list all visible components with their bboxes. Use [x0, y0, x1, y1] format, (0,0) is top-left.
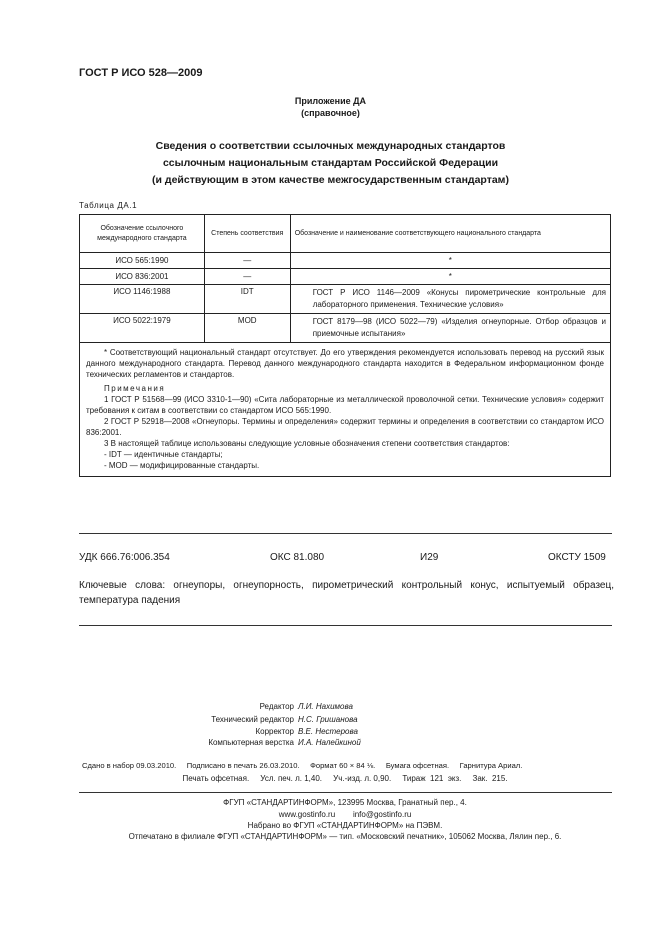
note-1: 1 ГОСТ Р 51568—99 (ИСО 3310-1—90) «Сита лабораторные из металлической проволочной сетки. Технические условия» содержит требования к ситам в соответствии со стандартом ИСО 565:1990. — [86, 395, 604, 415]
cell-national: ГОСТ Р ИСО 1146—2009 «Конусы пирометрические контрольные для лабораторного применения. Технические условия» — [290, 285, 610, 314]
cell-national: ГОСТ 8179—98 (ИСО 5022—79) «Изделия огнеупорные. Отбор образцов и приемочные испытания» — [290, 314, 610, 343]
cell-degree: IDT — [204, 285, 290, 314]
publisher-line1: ФГУП «СТАНДАРТИНФОРМ», 123995 Москва, Гранатный пер., 4. — [223, 798, 467, 807]
cell-ref: ИСО 1146:1988 — [80, 285, 205, 314]
credit-editor-name: Л.И. Нахимова — [298, 702, 353, 711]
okstu-code: ОКСТУ 1509 — [548, 552, 606, 563]
note-3-mod: - MOD — модифицированные стандарты. — [104, 461, 260, 470]
table-label: Таблица ДА.1 — [79, 201, 138, 210]
table-footnote: * Соответствующий национальный стандарт отсутствует. До его утверждения рекомендуется использовать перевод на русский язык данного международного стандарта. Перевод данного международного стандарта находится в Федеральном информационном фонде технических регламентов и стандартов. — [86, 348, 604, 379]
credit-corrector-label: Корректор — [255, 727, 294, 736]
header-national-standard: Обозначение и наименование соответствующего национального стандарта — [290, 215, 610, 253]
appendix-title: Приложение ДА — [294, 96, 367, 106]
cell-national: * — [290, 253, 610, 269]
oks-code: ОКС 81.080 — [270, 552, 325, 563]
section-title-line2: ссылочным национальным стандартам Российской Федерации — [162, 157, 499, 169]
correspondence-table — [79, 214, 611, 477]
credit-layout-label: Компьютерная верстка — [208, 738, 294, 747]
group-code: И29 — [420, 552, 439, 563]
credit-corrector-name: В.Е. Нестерова — [298, 727, 358, 736]
notes-title: Примечания — [104, 384, 166, 393]
imprint-line1: Сдано в набор 09.03.2010. Подписано в печать 26.03.2010. Формат 60 × 84 ⅛. Бумага офсетная. Гарнитура Ариал. — [82, 761, 523, 770]
cell-degree: — — [204, 253, 290, 269]
cell-ref: ИСО 836:2001 — [80, 269, 205, 285]
divider-bottom — [79, 625, 612, 626]
divider-imprint — [79, 792, 612, 793]
note-2: 2 ГОСТ Р 52918—2008 «Огнеупоры. Термины и определения» содержит термины и определения в соответствии со стандартом ИСО 836:2001. — [86, 417, 604, 437]
table-row — [80, 314, 611, 343]
publisher-line3: Набрано во ФГУП «СТАНДАРТИНФОРМ» на ПЭВМ. — [247, 821, 443, 830]
imprint-line2: Печать офсетная. Усл. печ. л. 1,40. Уч.-изд. л. 0,90. Тираж 121 экз. Зак. 215. — [182, 774, 508, 783]
header-degree: Степень соответствия — [204, 215, 290, 253]
note-3: 3 В настоящей таблице использованы следующие условные обозначения степени соответствия стандартов: — [104, 439, 510, 448]
appendix-subtitle: (справочное) — [301, 108, 360, 118]
table-row — [80, 269, 611, 285]
cell-degree: MOD — [204, 314, 290, 343]
section-title-line3: (и действующим в этом качестве межгосударственным стандартам) — [152, 174, 509, 186]
cell-ref: ИСО 565:1990 — [80, 253, 205, 269]
publisher-line4: Отпечатано в филиале ФГУП «СТАНДАРТИНФОРМ» — тип. «Московский печатник», 105062 Москва, Лялин пер., 6. — [128, 832, 562, 841]
table-header-row — [80, 215, 611, 253]
header-ref-standard: Обозначение ссылочного международного стандарта — [80, 215, 205, 253]
publisher-line2: www.gostinfo.ru info@gostinfo.ru — [278, 810, 412, 819]
udk-code: УДК 666.76:006.354 — [79, 552, 170, 563]
divider-top — [79, 533, 612, 534]
table-row — [80, 253, 611, 269]
cell-national: * — [290, 269, 610, 285]
table-notes — [80, 343, 611, 477]
note-3-idt: - IDT — идентичные стандарты; — [104, 450, 223, 459]
credit-tech-editor-label: Технический редактор — [211, 715, 294, 724]
section-title-line1: Сведения о соответствии ссылочных международных стандартов — [155, 140, 506, 152]
table-row — [80, 285, 611, 314]
standard-code-header: ГОСТ Р ИСО 528—2009 — [79, 67, 203, 79]
credit-editor-label: Редактор — [259, 702, 294, 711]
cell-degree: — — [204, 269, 290, 285]
cell-ref: ИСО 5022:1979 — [80, 314, 205, 343]
credit-layout-name: И.А. Налейкиной — [298, 738, 361, 747]
keywords: Ключевые слова: огнеупоры, огнеупорность, пирометрический контрольный конус, испытуемый образец, температура падения — [79, 580, 614, 606]
table-notes-row — [80, 343, 611, 477]
credit-tech-editor-name: Н.С. Гришанова — [298, 715, 358, 724]
